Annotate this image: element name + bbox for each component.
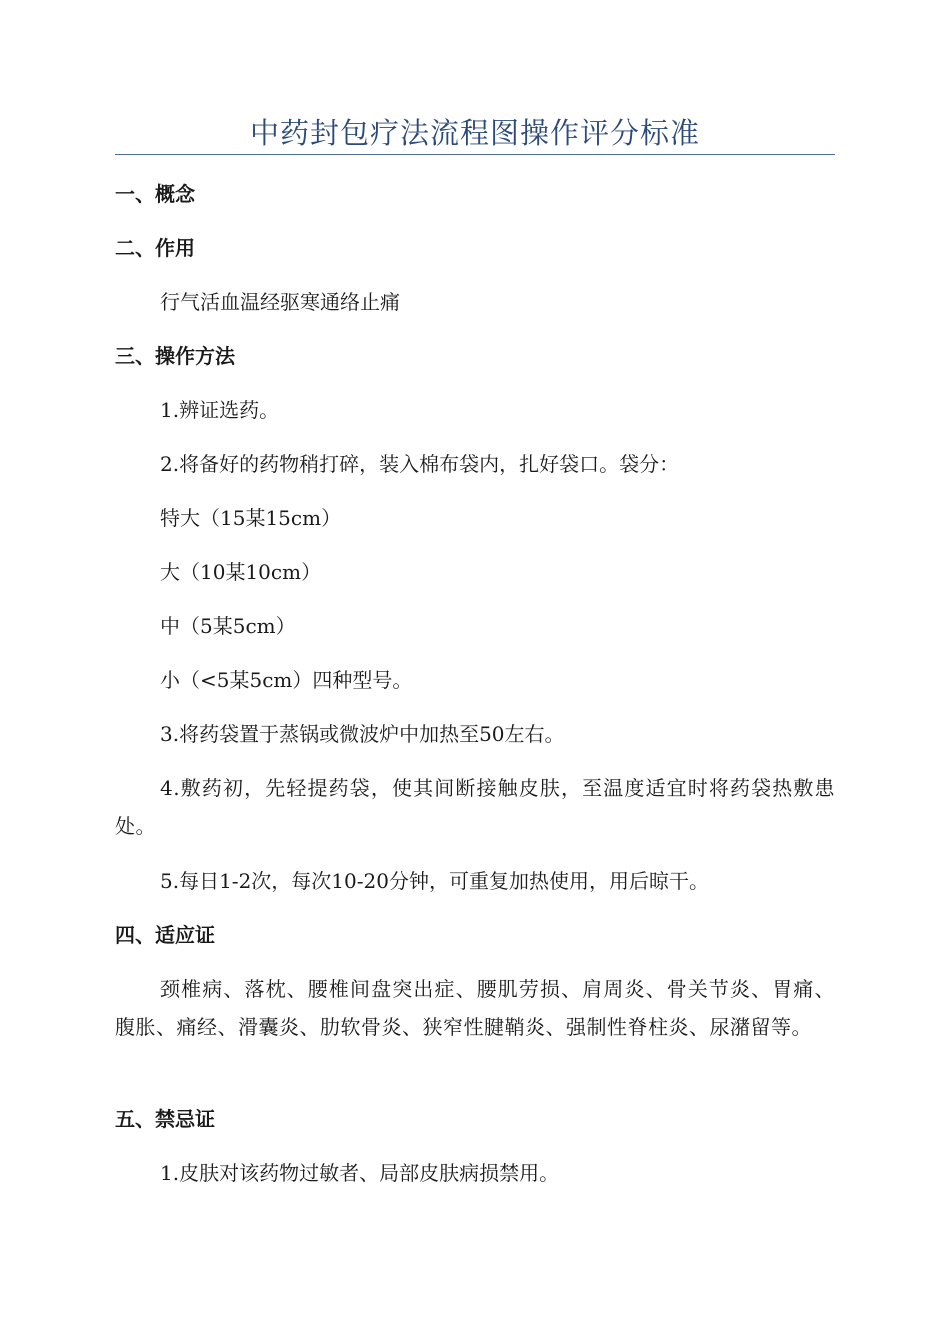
method-step: 1.辨证选药。 [160,398,280,422]
method-step: 特大（15某15cm） [160,506,342,530]
indication-text: 颈椎病、落枕、腰椎间盘突出症、腰肌劳损、肩周炎、骨关节炎、胃痛、腹胀、痛经、滑囊炎、肋软骨炎、狭窄性腱鞘炎、强制性脊柱炎、尿潴留等。 [115,977,835,1039]
method-step: 2.将备好的药物稍打碎，装入棉布袋内，扎好袋口。袋分： [160,452,680,476]
section-heading-indication: 四、适应证 [115,923,215,947]
section-heading-concept: 一、概念 [115,182,195,206]
effect-text: 行气活血温经驱寒通络止痛 [160,290,400,314]
section-heading-method: 三、操作方法 [115,344,235,368]
document-title: 中药封包疗法流程图操作评分标准 [249,116,700,150]
method-step: 小（<5某5cm）四种型号。 [160,668,413,692]
method-step: 大（10某10cm） [160,560,322,584]
method-step: 4.敷药初，先轻提药袋，使其间断接触皮肤，至温度适宜时将药袋热敷患处。 [115,776,835,838]
method-step: 5.每日1-2次，每次10-20分钟，可重复加热使用，用后晾干。 [160,869,709,893]
section-heading-effect: 二、作用 [115,236,195,260]
title-underline [115,154,835,155]
method-step: 3.将药袋置于蒸锅或微波炉中加热至50左右。 [160,722,565,746]
section-heading-contraindication: 五、禁忌证 [115,1107,215,1131]
method-step: 中（5某5cm） [160,614,296,638]
contraindication-step: 1.皮肤对该药物过敏者、局部皮肤病损禁用。 [160,1161,560,1185]
